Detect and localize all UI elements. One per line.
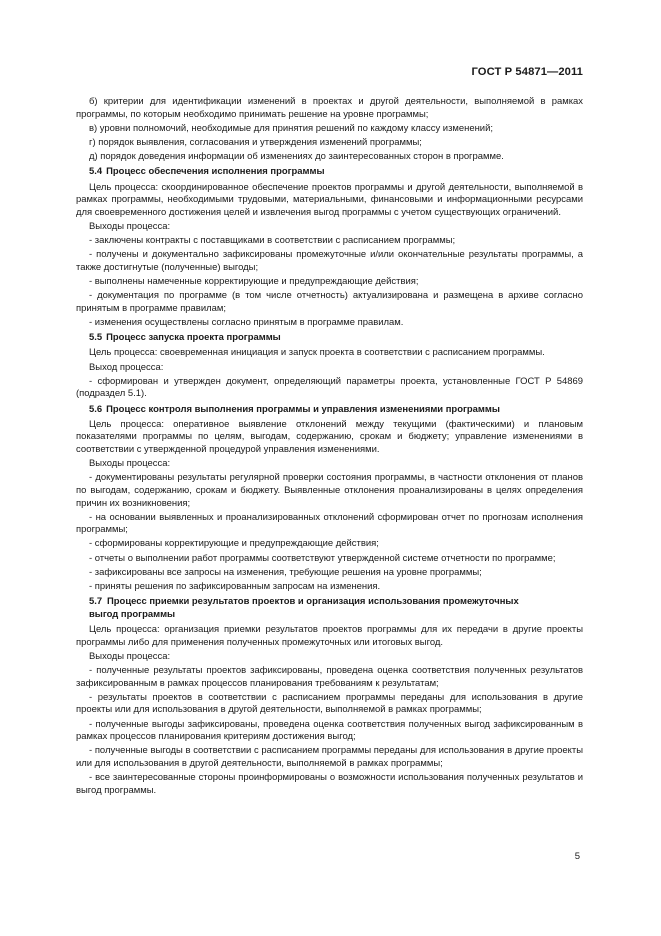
section-5-5-goal: Цель процесса: своевременная инициация и запуск проекта в соответствии с расписанием программы. <box>89 347 545 359</box>
list-item: - сформирован и утвержден документ, определяющий параметры проекта, установленные ГОСТ Р 54869 (подраздел 5.1). <box>76 375 583 400</box>
section-title-line-1: Процесс приемки результатов проектов и организация использования промежуточных <box>107 596 519 608</box>
section-5-6-goal: Цель процесса: оперативное выявление отклонений между текущими (фактическими) и плановым показателями программы по целям, выгодам, содержанию, срокам и бюджету; управление изменениями в соответствии с утвержденной процедурой управления изменениями. <box>76 418 583 455</box>
page-body <box>76 96 583 799</box>
list-item: - документированы результаты регулярной проверки состояния программы, в частности отклонения от планов по выгодам, содержанию, срокам и бюджету. Выявленные отклонения проанализированы в целях определения причин их возникновения; <box>76 472 583 509</box>
section-5-7-goal: Цель процесса: организация приемки результатов проектов программы для их передачи в другие проекты программы либо для применения полученных промежуточных или итоговых выгод. <box>76 624 583 648</box>
section-title: Процесс запуска проекта программы <box>106 332 281 344</box>
section-5-4-heading <box>76 166 583 179</box>
page-number: 5 <box>574 851 580 862</box>
list-item: - приняты решения по зафиксированным запросам на изменения. <box>89 581 381 593</box>
list-item: - сформированы корректирующие и предупреждающие действия; <box>89 538 379 550</box>
section-title: Процесс контроля выполнения программы и управления изменениями программы <box>106 403 500 415</box>
section-title-line-2: выгод программы <box>89 608 176 620</box>
section-number: 5.7 <box>89 596 103 608</box>
list-item: - изменения осуществлены согласно принятым в программе правилам. <box>89 317 404 329</box>
list-item: - полученные выгоды зафиксированы, проведена оценка соответствия полученных выгод зафиксированным в рамках процессов планирования критериям достижения выгод; <box>76 718 583 743</box>
list-item: - документация по программе (в том числе отчетность) актуализирована и размещена в архиве согласно принятым в программе правилам; <box>76 290 583 314</box>
section-5-4-outputs-label: Выходы процесса: <box>89 220 171 232</box>
section-5-7-heading <box>76 596 583 621</box>
section-5-6-heading <box>76 404 583 417</box>
intro-item-d: д) порядок доведения информации об изменениях до заинтересованных сторон в программе. <box>89 151 504 163</box>
section-5-7-outputs-label: Выходы процесса: <box>89 650 171 662</box>
section-number: 5.4 <box>89 166 103 178</box>
document-code: ГОСТ Р 54871—2011 <box>471 66 583 78</box>
section-number: 5.5 <box>89 332 103 344</box>
section-5-5-output-label: Выход процесса: <box>89 361 164 373</box>
intro-item-v: в) уровни полномочий, необходимые для принятия решений по каждому классу изменений; <box>89 122 493 134</box>
list-item: - на основании выявленных и проанализированных отклонений сформирован отчет по прогнозам исполнения программы; <box>76 511 583 536</box>
intro-item-g: г) порядок выявления, согласования и утверждения изменений программы; <box>89 136 422 148</box>
section-title: Процесс обеспечения исполнения программы <box>106 166 325 178</box>
list-item: - полученные выгоды в соответствии с расписанием программы переданы для использования в другие проекты или для использования в другой деятельности, выполняемой в рамках программы; <box>76 745 583 769</box>
list-item: - отчеты о выполнении работ программы соответствуют утвержденной системе отчетности по программе; <box>89 552 556 564</box>
section-5-6-outputs-label: Выходы процесса: <box>89 458 171 470</box>
list-item: - заключены контракты с поставщиками в соответствии с расписанием программы; <box>89 235 456 247</box>
list-item: - полученные результаты проектов зафиксированы, проведена оценка соответствия полученных результатов зафиксированным в рамках процессов планирования требованиям к результатам; <box>76 664 583 689</box>
intro-item-b: б) критерии для идентификации изменений в проектах и другой деятельности, выполняемой в рамках программы, по которым необходимо принимать решение на уровне программы; <box>76 96 583 120</box>
list-item: - зафиксированы все запросы на изменения, требующие решения на уровне программы; <box>89 566 482 578</box>
list-item: - выполнены намеченные корректирующие и предупреждающие действия; <box>89 276 419 288</box>
list-item: - получены и документально зафиксированы промежуточные и/или окончательные результаты программы, а также достигнутые (полученные) выгоды; <box>76 249 583 273</box>
section-number: 5.6 <box>89 403 103 415</box>
list-item: - результаты проектов в соответствии с расписанием программы переданы для использования в другие проекты или для использования в другой деятельности, выполняемой в рамках программы; <box>76 691 583 716</box>
section-5-5-heading <box>76 332 583 345</box>
section-5-4-goal: Цель процесса: скоординированное обеспечение проектов программы и другой деятельности, выполняемой в рамках программы, необходимыми трудовыми, материальными, финансовыми и информационными ресурсами для своевременного достижения целей и извлечения выгод программы с учетом существующих ограничений. <box>76 181 583 218</box>
list-item: - все заинтересованные стороны проинформированы о возможности использования полученных результатов и выгод программы. <box>76 772 583 796</box>
